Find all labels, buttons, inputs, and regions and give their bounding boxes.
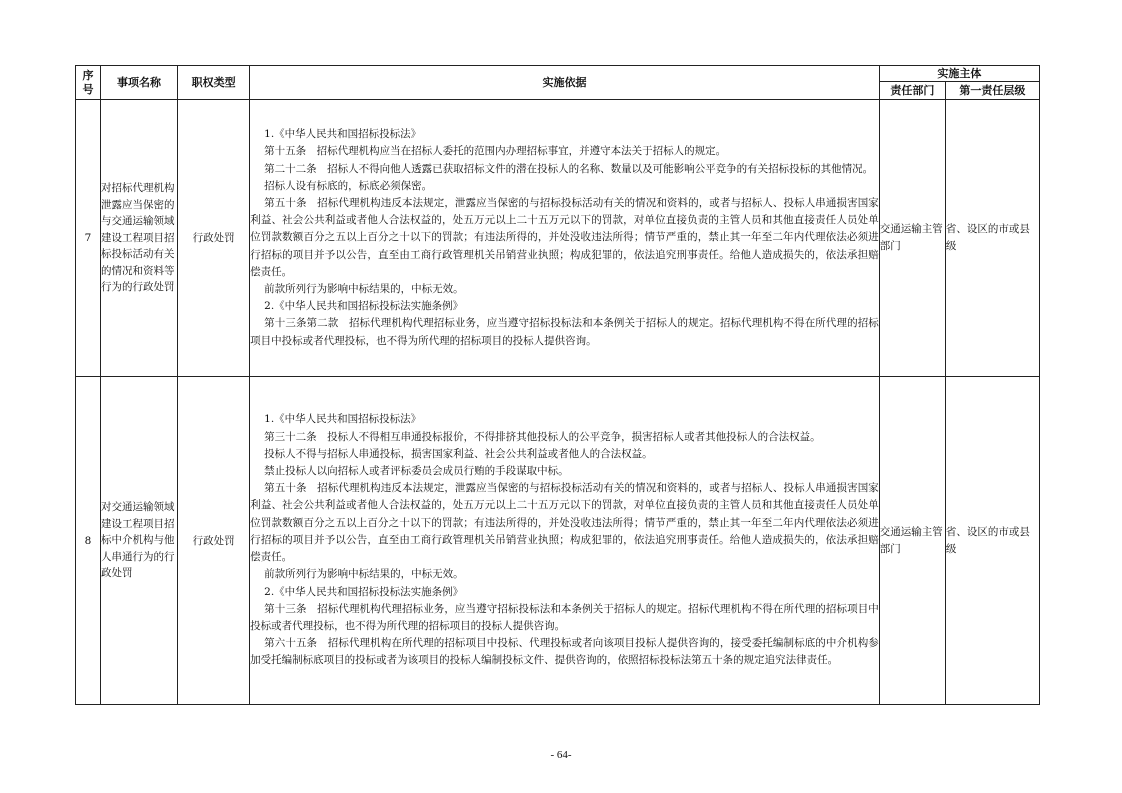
basis-paragraph: 第五十条 招标代理机构违反本法规定，泄露应当保密的与招标投标活动有关的情况和资料的，或者与招标人、投标人串通损害国家利益、社会公共利益或者他人合法权益的，处五万元以上二十五万元以下的罚款，对单位直接负责的主管人员和其他直接责任人员处单位罚款数额百分之五以上百分之十以下的罚款；有违法所得的，并处没收违法所得；情节严重的，禁止其一年至二年内代理依法必须进行招标的项目并予以公告，直至由工商行政管理机关吊销营业执照；构成犯罪的，依法追究刑事责任。给他人造成损失的，依法承担赔偿责任。 — [250, 482, 879, 564]
table-row — [76, 100, 1040, 377]
authority-table — [75, 65, 1040, 705]
row-basis — [250, 100, 880, 377]
basis-paragraph: 第十三条 招标代理机构代理招标业务，应当遵守招标投标法和本条例关于招标人的规定。招标代理机构不得在所代理的招标项目中投标或者代理投标，也不得为所代理的招标项目的投标人提供咨询。 — [250, 602, 879, 632]
row-item-name: 对招标代理机构泄露应当保密的与交通运输领域建设工程项目招标投标活动有关的情况和资料等行为的行政处罚 — [101, 100, 178, 377]
row-level: 省、设区的市或县级 — [945, 377, 1039, 705]
basis-paragraph: 第十三条第二款 招标代理机构代理招标业务，应当遵守招标投标法和本条例关于招标人的规定。招标代理机构不得在所代理的招标项目中投标或者代理投标，也不得为所代理的招标项目的投标人提供咨询。 — [250, 317, 879, 347]
row-level: 省、设区的市或县级 — [945, 100, 1039, 377]
table-row — [76, 377, 1040, 705]
basis-paragraph: 第三十二条 投标人不得相互串通投标报价，不得排挤其他投标人的公平竞争，损害招标人或者其他投标人的合法权益。 — [264, 430, 821, 443]
basis-paragraph: 禁止投标人以向招标人或者评标委员会成员行贿的手段谋取中标。 — [264, 465, 569, 478]
row-dept: 交通运输主管部门 — [879, 377, 945, 705]
header-seq: 序号 — [76, 66, 101, 100]
header-type: 职权类型 — [178, 66, 250, 100]
basis-paragraph: 前款所列行为影响中标结果的，中标无效。 — [264, 568, 464, 581]
header-name: 事项名称 — [101, 66, 178, 100]
header-dept: 责任部门 — [879, 82, 945, 100]
basis-paragraph: 2.《中华人民共和国招标投标法实施条例》 — [264, 300, 464, 313]
basis-paragraph: 第十五条 招标代理机构应当在招标人委托的范围内办理招标事宜，并遵守本法关于招标人的规定。 — [264, 145, 727, 158]
basis-paragraph: 招标人设有标底的，标底必须保密。 — [264, 179, 433, 192]
basis-paragraph: 前款所列行为影响中标结果的，中标无效。 — [264, 283, 464, 295]
header-level: 第一责任层级 — [945, 82, 1039, 100]
row-authority-type: 行政处罚 — [178, 100, 250, 377]
page-number: - 64- — [550, 749, 572, 761]
basis-paragraph: 第二十二条 招标人不得向他人透露已获取招标文件的潜在投标人的名称、数量以及可能影响公平竞争的有关招标投标的其他情况。 — [264, 162, 874, 175]
header-basis: 实施依据 — [250, 66, 880, 100]
row-item-name: 对交通运输领域建设工程项目招标中介机构与他人串通行为的行政处罚 — [101, 377, 178, 705]
row-seq: 8 — [76, 377, 101, 705]
row-seq: 7 — [76, 100, 101, 377]
basis-paragraph: 第五十条 招标代理机构违反本法规定，泄露应当保密的与招标投标活动有关的情况和资料的，或者与招标人、投标人串通损害国家利益、社会公共利益或者他人合法权益的，处五万元以上二十五万元以下的罚款，对单位直接负责的主管人员和其他直接责任人员处单位罚款数额百分之五以上百分之十以下的罚款；有违法所得的，并处没收违法所得；情节严重的，禁止其一年至二年内代理依法必须进行招标的项目并予以公告，直至由工商行政管理机关吊销营业执照；构成犯罪的，依法追究刑事责任。给他人造成损失的，依法承担赔偿责任。 — [250, 196, 879, 278]
basis-paragraph: 第六十五条 招标代理机构在所代理的招标项目中投标、代理投标或者向该项目投标人提供咨询的，接受委托编制标底的中介机构参加受托编制标底项目的投标或者为该项目的投标人编制投标文件、提供咨询的，依照招标投标法第五十条的规定追究法律责任。 — [250, 637, 879, 667]
header-subject: 实施主体 — [879, 66, 1039, 82]
row-basis — [250, 377, 880, 705]
row-authority-type: 行政处罚 — [178, 377, 250, 705]
basis-paragraph: 1.《中华人民共和国招标投标法》 — [264, 128, 422, 141]
row-dept: 交通运输主管部门 — [879, 100, 945, 377]
basis-paragraph: 2.《中华人民共和国招标投标法实施条例》 — [264, 585, 464, 598]
basis-paragraph: 投标人不得与招标人串通投标，损害国家利益、社会公共利益或者他人的合法权益。 — [264, 447, 653, 460]
basis-paragraph: 1.《中华人民共和国招标投标法》 — [264, 413, 422, 426]
